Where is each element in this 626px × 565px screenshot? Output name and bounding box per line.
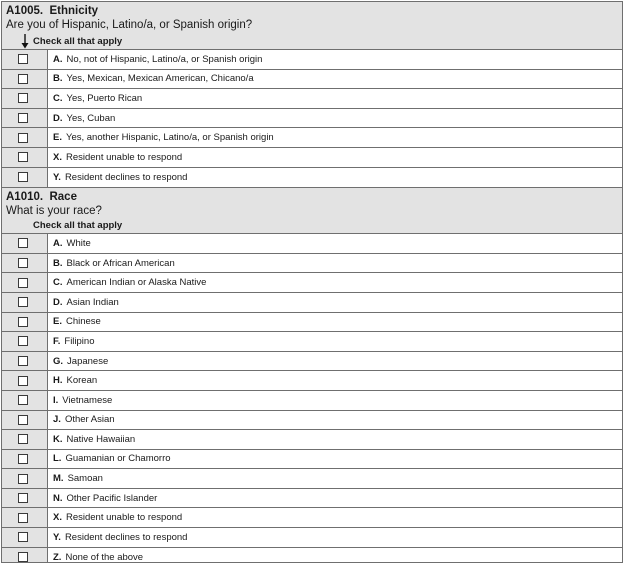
race-header xyxy=(2,187,622,218)
race-option-text: American Indian or Alaska Native xyxy=(66,277,207,289)
ethnicity-option-letter: B. xyxy=(53,73,63,85)
race-checkbox-cell xyxy=(2,548,48,563)
race-option-letter: C. xyxy=(53,277,63,289)
race-option-row xyxy=(2,469,622,489)
race-option-letter: I. xyxy=(53,394,59,406)
ethnicity-option-row xyxy=(2,89,622,109)
race-option-checkbox[interactable] xyxy=(18,434,28,444)
race-option-label xyxy=(48,352,622,371)
race-checkbox-cell xyxy=(2,313,48,332)
race-checkbox-cell xyxy=(2,273,48,292)
race-option-text: Korean xyxy=(66,375,98,387)
race-option-label xyxy=(48,430,622,449)
race-checkbox-cell xyxy=(2,254,48,273)
race-checkbox-cell xyxy=(2,508,48,527)
race-title xyxy=(6,191,618,204)
ethnicity-option-letter: E. xyxy=(53,132,62,144)
ethnicity-option-label xyxy=(48,168,622,188)
race-option-text: Asian Indian xyxy=(66,296,119,308)
ethnicity-option-letter: A. xyxy=(53,53,63,65)
ethnicity-option-text: Yes, Mexican, Mexican American, Chicano/a xyxy=(66,73,254,85)
race-option-row xyxy=(2,411,622,431)
ethnicity-option-letter: X. xyxy=(53,151,62,163)
race-option-checkbox[interactable] xyxy=(18,415,28,425)
race-checkbox-cell xyxy=(2,293,48,312)
down-arrow-icon xyxy=(20,34,30,49)
race-option-letter: D. xyxy=(53,296,63,308)
ethnicity-option-text: Yes, Puerto Rican xyxy=(66,92,143,104)
race-checkbox-cell xyxy=(2,332,48,351)
race-option-text: White xyxy=(66,237,91,249)
race-option-label xyxy=(48,293,622,312)
race-option-checkbox[interactable] xyxy=(18,278,28,288)
race-checkbox-cell xyxy=(2,528,48,547)
ethnicity-option-row xyxy=(2,168,622,188)
race-option-text: Resident declines to respond xyxy=(64,531,188,543)
race-option-checkbox[interactable] xyxy=(18,356,28,366)
ethnicity-question: Are you of Hispanic, Latino/a, or Spanish origin? xyxy=(6,19,253,31)
form-frame xyxy=(1,1,623,563)
race-option-row xyxy=(2,332,622,352)
race-option-checkbox[interactable] xyxy=(18,376,28,386)
ethnicity-option-row xyxy=(2,70,622,90)
race-option-letter: E. xyxy=(53,316,62,328)
race-option-letter: A. xyxy=(53,237,63,249)
race-option-letter: M. xyxy=(53,473,64,485)
race-option-label xyxy=(48,548,622,563)
race-option-text: Vietnamese xyxy=(62,394,113,406)
race-option-row xyxy=(2,254,622,274)
race-option-text: Other Pacific Islander xyxy=(66,492,158,504)
race-option-checkbox[interactable] xyxy=(18,317,28,327)
ethnicity-option-checkbox[interactable] xyxy=(18,133,28,143)
ethnicity-option-checkbox[interactable] xyxy=(18,54,28,64)
race-option-text: None of the above xyxy=(65,551,144,563)
ethnicity-checkbox-cell xyxy=(2,109,48,128)
race-option-row xyxy=(2,548,622,563)
ethnicity-code: A1005. xyxy=(6,5,44,17)
ethnicity-checkbox-cell xyxy=(2,168,48,188)
race-option-checkbox[interactable] xyxy=(18,454,28,464)
ethnicity-option-label xyxy=(48,148,622,167)
ethnicity-option-checkbox[interactable] xyxy=(18,152,28,162)
race-option-row xyxy=(2,234,622,254)
race-option-row xyxy=(2,313,622,333)
race-option-label xyxy=(48,254,622,273)
race-option-letter: G. xyxy=(53,355,64,367)
ethnicity-option-label xyxy=(48,89,622,108)
race-option-letter: K. xyxy=(53,433,63,445)
race-option-row xyxy=(2,391,622,411)
race-option-row xyxy=(2,489,622,509)
race-option-checkbox[interactable] xyxy=(18,513,28,523)
race-checkbox-cell xyxy=(2,430,48,449)
race-option-row xyxy=(2,508,622,528)
race-checkbox-cell xyxy=(2,234,48,253)
race-option-letter: B. xyxy=(53,257,63,269)
ethnicity-header xyxy=(2,2,622,34)
race-option-label xyxy=(48,313,622,332)
ethnicity-option-text: Resident declines to respond xyxy=(64,171,188,183)
race-option-letter: N. xyxy=(53,492,63,504)
ethnicity-options xyxy=(2,50,622,187)
race-option-label xyxy=(48,371,622,390)
race-option-row xyxy=(2,273,622,293)
ethnicity-option-row xyxy=(2,128,622,148)
race-checkbox-cell xyxy=(2,391,48,410)
race-option-label xyxy=(48,450,622,469)
ethnicity-option-text: Yes, Cuban xyxy=(66,112,116,124)
race-checkbox-cell xyxy=(2,371,48,390)
race-option-text: Guamanian or Chamorro xyxy=(65,453,171,465)
race-option-letter: L. xyxy=(53,453,62,465)
race-checkbox-cell xyxy=(2,489,48,508)
ethnicity-option-row xyxy=(2,50,622,70)
race-option-checkbox[interactable] xyxy=(18,532,28,542)
race-option-text: Other Asian xyxy=(64,414,115,426)
race-option-row xyxy=(2,430,622,450)
race-option-checkbox[interactable] xyxy=(18,552,28,562)
race-option-row xyxy=(2,371,622,391)
ethnicity-option-label xyxy=(48,70,622,89)
race-option-letter: Y. xyxy=(53,531,61,543)
race-option-label xyxy=(48,411,622,430)
race-option-checkbox[interactable] xyxy=(18,336,28,346)
ethnicity-option-label xyxy=(48,50,622,69)
ethnicity-checkbox-cell xyxy=(2,89,48,108)
race-option-text: Black or African American xyxy=(66,257,175,269)
race-option-letter: H. xyxy=(53,375,63,387)
ethnicity-option-row xyxy=(2,109,622,129)
race-title-text: Race xyxy=(49,191,77,204)
race-option-checkbox[interactable] xyxy=(18,258,28,268)
race-option-text: Chinese xyxy=(65,316,101,328)
ethnicity-option-row xyxy=(2,148,622,168)
race-option-label xyxy=(48,332,622,351)
race-option-checkbox[interactable] xyxy=(18,297,28,307)
race-option-label xyxy=(48,508,622,527)
race-option-checkbox[interactable] xyxy=(18,395,28,405)
race-option-row xyxy=(2,450,622,470)
race-option-letter: J. xyxy=(53,414,61,426)
race-option-row xyxy=(2,352,622,372)
race-option-letter: Z. xyxy=(53,551,62,563)
ethnicity-option-text: Yes, another Hispanic, Latino/a, or Spanish origin xyxy=(65,132,274,144)
ethnicity-instruction-bar xyxy=(2,34,622,50)
race-checkbox-cell xyxy=(2,352,48,371)
ethnicity-option-checkbox[interactable] xyxy=(18,74,28,84)
ethnicity-option-label xyxy=(48,128,622,147)
race-option-letter: X. xyxy=(53,512,62,524)
ethnicity-option-checkbox[interactable] xyxy=(18,172,28,182)
race-option-row xyxy=(2,293,622,313)
race-option-checkbox[interactable] xyxy=(18,238,28,248)
race-options xyxy=(2,234,622,563)
race-checkbox-cell xyxy=(2,450,48,469)
race-option-checkbox[interactable] xyxy=(18,474,28,484)
race-instruction-bar xyxy=(2,218,622,234)
ethnicity-title xyxy=(6,5,618,18)
race-option-label xyxy=(48,273,622,292)
race-option-label xyxy=(48,391,622,410)
ethnicity-option-text: Resident unable to respond xyxy=(65,151,183,163)
ethnicity-checkbox-cell xyxy=(2,70,48,89)
ethnicity-option-checkbox[interactable] xyxy=(18,113,28,123)
race-option-letter: F. xyxy=(53,335,61,347)
ethnicity-option-checkbox[interactable] xyxy=(18,93,28,103)
race-instruction: Check all that apply xyxy=(33,220,123,232)
race-option-checkbox[interactable] xyxy=(18,493,28,503)
ethnicity-checkbox-cell xyxy=(2,148,48,167)
race-option-text: Samoan xyxy=(67,473,103,485)
ethnicity-option-letter: C. xyxy=(53,92,63,104)
ethnicity-option-text: No, not of Hispanic, Latino/a, or Spanish origin xyxy=(66,53,263,65)
ethnicity-option-label xyxy=(48,109,622,128)
race-option-text: Resident unable to respond xyxy=(65,512,183,524)
race-option-label xyxy=(48,234,622,253)
ethnicity-instruction: Check all that apply xyxy=(33,36,123,47)
race-option-label xyxy=(48,528,622,547)
race-option-text: Native Hawaiian xyxy=(66,433,136,445)
ethnicity-option-letter: D. xyxy=(53,112,63,124)
race-checkbox-cell xyxy=(2,469,48,488)
race-option-text: Filipino xyxy=(64,335,95,347)
race-code: A1010. xyxy=(6,191,44,204)
race-option-label xyxy=(48,489,622,508)
ethnicity-checkbox-cell xyxy=(2,128,48,147)
race-question: What is your race? xyxy=(6,205,102,218)
race-option-label xyxy=(48,469,622,488)
ethnicity-checkbox-cell xyxy=(2,50,48,69)
race-option-row xyxy=(2,528,622,548)
race-option-text: Japanese xyxy=(67,355,109,367)
ethnicity-option-letter: Y. xyxy=(53,171,61,183)
ethnicity-title-text: Ethnicity xyxy=(49,5,99,17)
race-checkbox-cell xyxy=(2,411,48,430)
